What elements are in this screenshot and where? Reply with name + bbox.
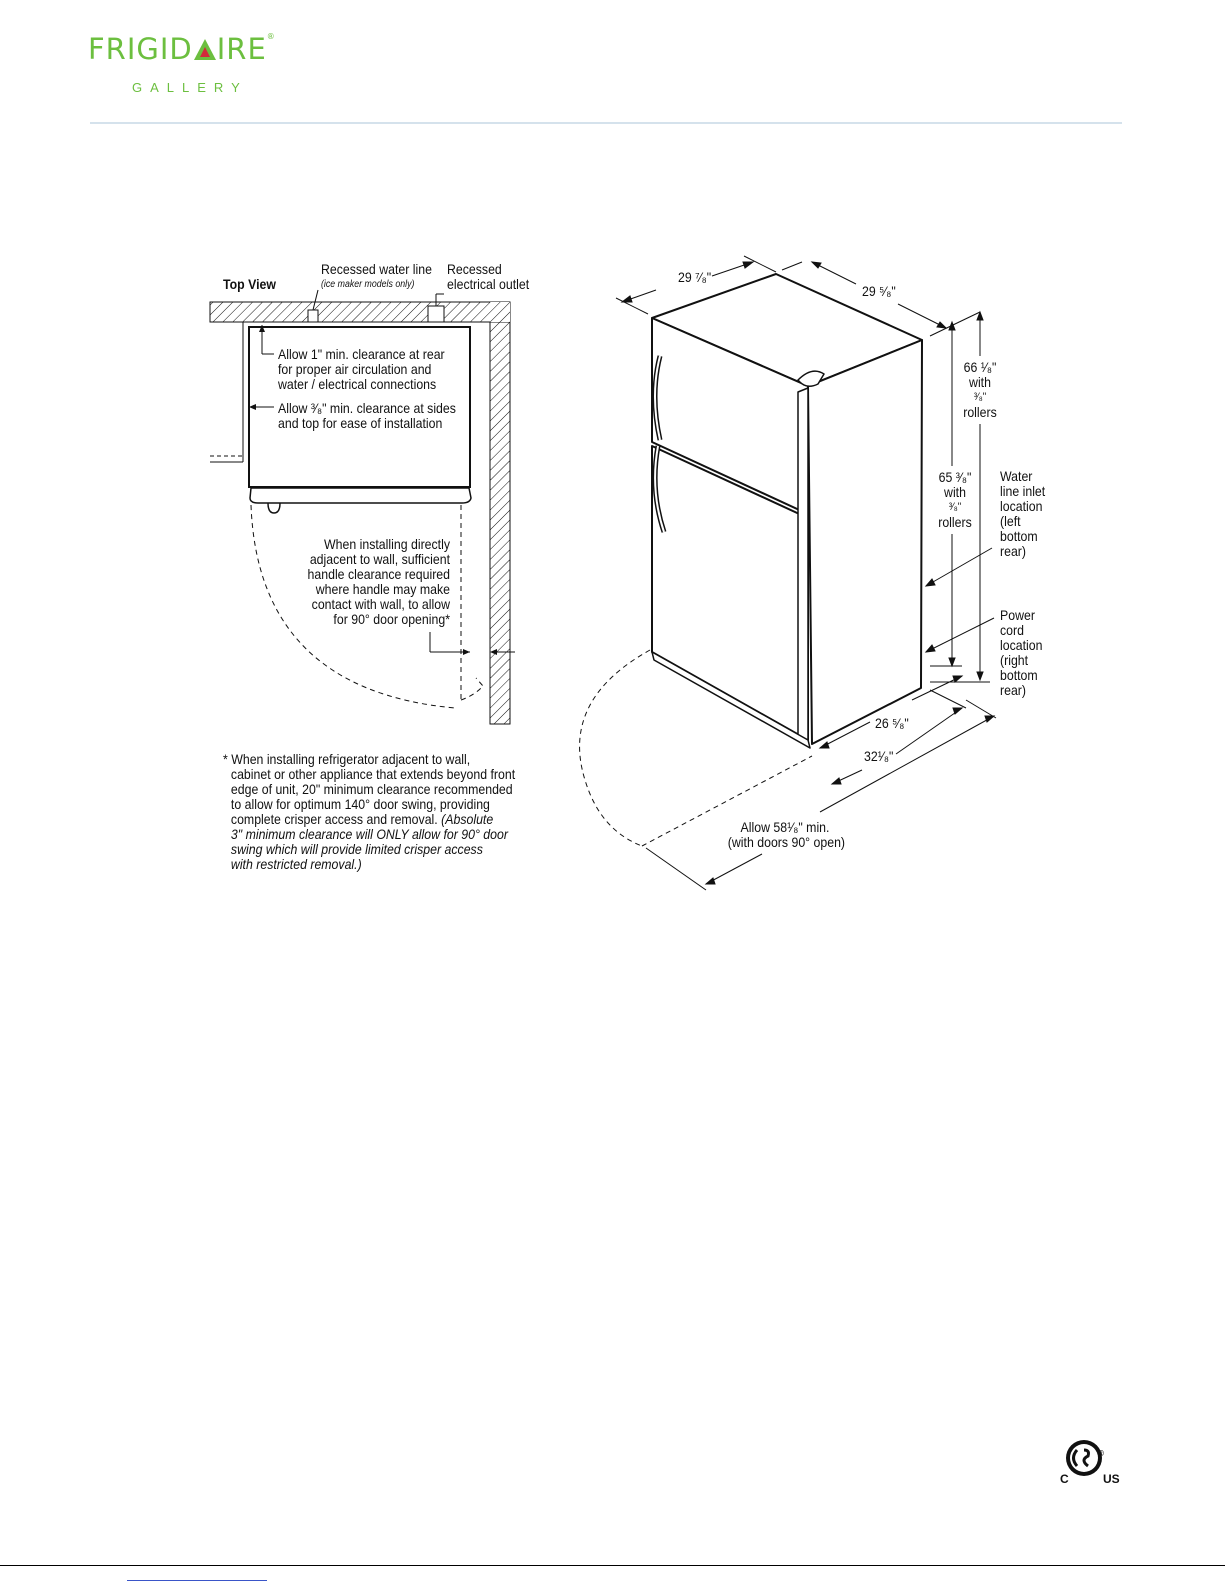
csa-registered: ® <box>1098 1449 1104 1458</box>
water-line-label: Recessed water line <box>321 261 432 277</box>
footnote-italic-line: 3" minimum clearance will ONLY allow for 90° door <box>230 826 508 842</box>
installation-footnote <box>223 752 555 872</box>
csa-us: US <box>1103 1472 1120 1486</box>
height-case-label <box>925 470 985 530</box>
handle-note-line: When installing directly <box>324 536 450 552</box>
rear-clearance-line: water / electrical connections <box>278 376 437 392</box>
height-case-line: rollers <box>938 514 972 530</box>
outlet-box <box>428 306 444 322</box>
height-total-line: with <box>969 374 991 390</box>
depth-case-label: 26 ⁵⁄₈" <box>875 715 909 731</box>
footnote-text: complete crisper access and removal. <box>230 811 438 827</box>
power-cord-line: rear) <box>1000 682 1027 698</box>
brand-subline: GALLERY <box>132 80 248 95</box>
footnote-italic-line: with restricted removal.) <box>230 856 362 872</box>
registered-mark: ® <box>266 32 276 41</box>
height-case-line: with <box>944 484 966 500</box>
height-total-label <box>950 360 1010 420</box>
rear-clearance-line: for proper air circulation and <box>278 361 432 377</box>
water-inlet-line: line inlet <box>1000 483 1046 499</box>
height-case-line: 65 ³⁄₈" <box>938 469 972 485</box>
handle-note-line: where handle may make <box>315 581 450 597</box>
brand-name-right: IRE <box>216 32 267 66</box>
footnote-line: to allow for optimum 140° door swing, providing <box>230 796 490 812</box>
handle-note-line: for 90° door opening* <box>333 611 450 627</box>
water-inlet-label <box>1000 469 1051 559</box>
handle-note-line: handle clearance required <box>307 566 450 582</box>
water-inlet-line: location <box>1000 498 1043 514</box>
depth-doors-label: 32¹⁄₈" <box>864 748 894 764</box>
side-clearance-line: Allow ³⁄₈" min. clearance at sides <box>278 400 456 416</box>
brand-name-left: FRIGID <box>88 32 193 66</box>
footer-link-underline <box>127 1580 267 1581</box>
water-inlet-line: (left <box>1000 513 1021 529</box>
allow-line: Allow 58¹⁄₈" min. <box>740 819 830 835</box>
handle-note-line: adjacent to wall, sufficient <box>309 551 450 567</box>
power-cord-line: bottom <box>1000 667 1038 683</box>
height-total-line: 66 ¹⁄₈" <box>963 359 997 375</box>
footnote-line: edge of unit, 20" minimum clearance recommended <box>230 781 513 797</box>
side-clearance-note <box>278 401 480 431</box>
power-cord-line: (right <box>1000 652 1029 668</box>
csa-certification-icon <box>1060 1432 1130 1492</box>
power-cord-line: location <box>1000 637 1043 653</box>
footer-divider <box>0 1565 1225 1566</box>
top-view-title: Top View <box>223 276 276 292</box>
depth-top-label: 29 ⁵⁄₈" <box>862 283 896 299</box>
water-line-note: (ice maker models only) <box>321 279 415 290</box>
footnote-line: * When installing refrigerator adjacent to wall, <box>223 751 471 767</box>
allow-line: (with doors 90° open) <box>727 834 846 850</box>
rear-clearance-note <box>278 347 467 392</box>
rear-clearance-line: Allow 1" min. clearance at rear <box>278 346 445 362</box>
outlet-label-1: Recessed <box>447 261 502 277</box>
water-inlet-line: rear) <box>1000 543 1027 559</box>
csa-c: C <box>1060 1472 1069 1486</box>
width-top-label: 29 ⁷⁄₈" <box>678 269 712 285</box>
handle-note-line: contact with wall, to allow <box>311 596 450 612</box>
side-clearance-line: and top for ease of installation <box>278 415 443 431</box>
power-cord-line: Power <box>1000 607 1035 623</box>
footnote-italic-line: swing which will provide limited crisper access <box>230 841 483 857</box>
perspective-refrigerator <box>652 274 922 748</box>
outlet-label-2: electrical outlet <box>447 276 530 292</box>
height-case-line: ³⁄₈" <box>948 501 962 513</box>
height-total-line: rollers <box>963 404 997 420</box>
power-cord-line: cord <box>1000 622 1024 638</box>
height-total-line: ³⁄₈" <box>973 391 987 403</box>
water-inlet-line: bottom <box>1000 528 1038 544</box>
handle-clearance-note <box>280 537 450 627</box>
power-cord-label <box>1000 608 1048 698</box>
footnote-line: cabinet or other appliance that extends beyond front <box>230 766 516 782</box>
footnote-italic: (Absolute <box>441 811 494 827</box>
door-open-clearance-label <box>720 820 850 850</box>
water-inlet-line: Water <box>1000 468 1033 484</box>
water-line-box <box>308 310 318 322</box>
footnote-line <box>223 812 515 827</box>
